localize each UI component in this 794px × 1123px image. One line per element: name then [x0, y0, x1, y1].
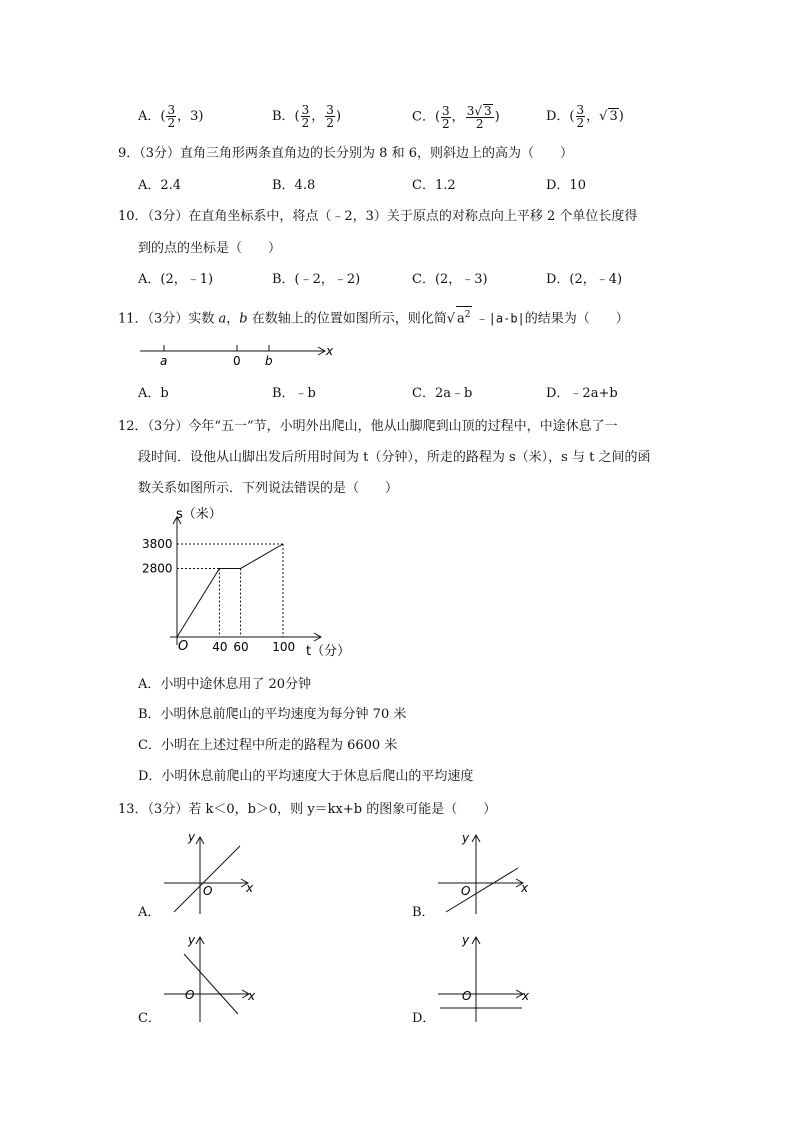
q12-text-line1: 12．（3分）今年“五一”节，小明外出爬山，他从山脚爬到山顶的过程中，中途休息了一: [118, 419, 618, 434]
x-tick-60: 60: [233, 640, 249, 654]
fraction: $\frac{3}{2}$: [576, 103, 585, 130]
q9-option-c[interactable]: C．1.2: [412, 178, 456, 193]
function-line: [174, 846, 240, 912]
fraction: $\frac{3}{2}$: [301, 103, 310, 130]
q10-text-line2: 到的点的坐标是（ ）: [138, 241, 282, 256]
q13-option-a[interactable]: A．: [138, 905, 161, 920]
q8-option-c[interactable]: C．( $\frac{3}{2}$ ， $\frac{3√ 3}{2}$ ): [412, 103, 500, 131]
q11-option-c[interactable]: C．2a﹣b: [412, 386, 473, 401]
q11-option-a[interactable]: A．b: [138, 386, 169, 401]
number-line-figure: [132, 338, 342, 372]
q10-text-line1: 10．（3分）在直角坐标系中，将点（﹣2，3）关于原点的对称点向上平移 2 个单位长度得: [118, 209, 638, 224]
q12-option-d[interactable]: D．小明休息前爬山的平均速度大于休息后爬山的平均速度: [138, 769, 474, 784]
q13-text: 13．（3分）若 k＜0，b＞0，则 y＝kx+b 的图象可能是（ ）: [118, 802, 497, 817]
q10-option-c[interactable]: C．(2，﹣3): [412, 272, 488, 287]
distance-time-chart: [130, 500, 360, 665]
q11-option-b[interactable]: B．﹣b: [272, 386, 316, 401]
origin-label: O: [461, 884, 471, 898]
x-label: x: [521, 881, 529, 895]
q10-option-b[interactable]: B．(﹣2，﹣2): [272, 272, 361, 287]
y-label: y: [188, 830, 196, 844]
y-axis-label: s（米）: [176, 507, 222, 522]
fraction: $\frac{3}{2}$: [442, 103, 450, 131]
label-zero: 0: [233, 354, 241, 368]
graph-d[interactable]: [434, 930, 534, 1026]
graph-c[interactable]: [160, 930, 260, 1026]
y-label: y: [462, 831, 470, 845]
fraction: $\frac{3}{2}$: [167, 103, 176, 130]
y-tick-2800: 2800: [142, 561, 173, 576]
origin-label: O: [462, 989, 472, 1003]
q10-option-d[interactable]: D．(2，﹣4): [546, 272, 623, 287]
function-line: [184, 954, 238, 1014]
q13-option-b[interactable]: B．: [412, 905, 435, 920]
x-axis-label: t（分）: [306, 644, 351, 659]
origin-label: O: [185, 988, 195, 1002]
q11-text: 11．（3分）实数 a，b 在数轴上的位置如图所示，则化简√ $a^2$ ﹣|a-b|的结果为（ ）: [118, 306, 629, 327]
q12-option-b[interactable]: B．小明休息前爬山的平均速度为每分钟 70 米: [138, 707, 407, 722]
origin-label: O: [203, 884, 213, 898]
series-line: [177, 544, 283, 637]
label-x: x: [326, 344, 334, 358]
q9-option-a[interactable]: A．2.4: [138, 178, 182, 193]
q12-text-line3: 数关系如图所示．下列说法错误的是（ ）: [138, 481, 399, 496]
q9-option-d[interactable]: D．10: [546, 178, 586, 193]
guide-lines: [177, 544, 283, 637]
tick-labels: [142, 537, 295, 654]
q10-option-a[interactable]: A．(2，﹣1): [138, 272, 214, 287]
function-line: [446, 868, 518, 912]
q12-text-line2: 段时间．设他从山脚出发后所用时间为 t（分钟），所走的路程为 s（米），s 与 t 之间的函: [138, 450, 651, 465]
x-label: x: [522, 989, 530, 1003]
label-a: a: [160, 354, 168, 368]
x-tick-40: 40: [212, 640, 228, 654]
q8-option-d[interactable]: D．( $\frac{3}{2}$ ，√ 3): [546, 103, 624, 130]
x-label: x: [248, 989, 256, 1003]
q8-option-a[interactable]: A．( $\frac{3}{2}$ ，3): [138, 103, 204, 130]
q9-option-b[interactable]: B．4.8: [272, 178, 316, 193]
x-label: x: [246, 881, 254, 895]
radical: $a^2$: [456, 306, 472, 327]
y-label: y: [188, 933, 196, 947]
q13-option-c[interactable]: C．: [138, 1011, 161, 1026]
q13-option-d[interactable]: D．: [412, 1011, 436, 1026]
fraction: $\frac{3}{2}$: [326, 103, 334, 130]
fraction: $\frac{3√ 3}{2}$: [466, 104, 492, 131]
graph-a[interactable]: [160, 826, 260, 918]
q9-text: 9．（3分）直角三角形两条直角边的长分别为 8 和 6，则斜边上的高为（ ）: [118, 146, 573, 161]
origin-label: O: [178, 639, 189, 654]
q11-option-d[interactable]: D．﹣2a+b: [546, 386, 618, 401]
x-tick-100: 100: [272, 640, 296, 654]
graph-b[interactable]: [434, 828, 534, 920]
y-label: y: [462, 933, 470, 947]
y-tick-3800: 3800: [142, 537, 173, 551]
q12-option-a[interactable]: A．小明中途休息用了 20分钟: [138, 677, 312, 692]
q12-option-c[interactable]: C．小明在上述过程中所走的路程为 6600 米: [138, 738, 398, 753]
label-b: b: [265, 354, 273, 368]
q8-option-b[interactable]: B．( $\frac{3}{2}$ ， $\frac{3}{2}$ ): [272, 103, 342, 130]
